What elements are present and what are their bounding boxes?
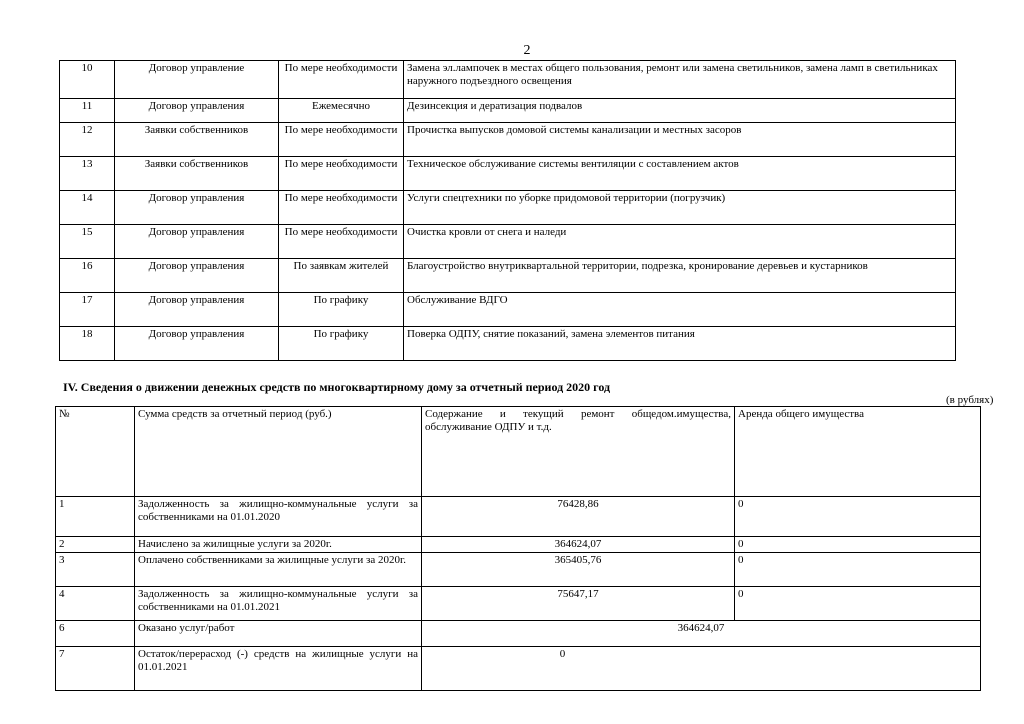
table-row: [60, 157, 956, 191]
row-basis: Договор управление: [115, 61, 279, 99]
table-row: [56, 647, 981, 691]
table-row: [60, 123, 956, 157]
row-description: Техническое обслуживание системы вентиляции с составлением актов: [404, 157, 956, 191]
table-row: [60, 225, 956, 259]
row-maintenance-value: 365405,76: [422, 553, 735, 587]
row-number: 11: [60, 99, 115, 123]
row-lease-value: 0: [735, 537, 981, 553]
row-name: Задолженность за жилищно-коммунальные услуги за собственниками на 01.01.2021: [135, 587, 422, 621]
table-row: [60, 191, 956, 225]
table-row: [60, 327, 956, 361]
row-number: 16: [60, 259, 115, 293]
row-description: Поверка ОДПУ, снятие показаний, замена элементов питания: [404, 327, 956, 361]
table-header-row: [56, 407, 981, 497]
row-description: Благоустройство внутриквартальной территории, подрезка, кронирование деревьев и кустарников: [404, 259, 956, 293]
row-frequency: По мере необходимости: [279, 191, 404, 225]
table-row: [56, 621, 981, 647]
row-basis: Договор управления: [115, 225, 279, 259]
row-lease-value: 0: [735, 553, 981, 587]
header-number: №: [56, 407, 135, 497]
row-frequency: По заявкам жителей: [279, 259, 404, 293]
row-maintenance-value: 364624,07: [422, 537, 735, 553]
table-row: [60, 293, 956, 327]
row-frequency: По графику: [279, 293, 404, 327]
row-basis: Заявки собственников: [115, 157, 279, 191]
unit-note: (в рублях): [946, 394, 994, 406]
row-number: 13: [60, 157, 115, 191]
row-description: Очистка кровли от снега и наледи: [404, 225, 956, 259]
row-number: 17: [60, 293, 115, 327]
row-description: Замена эл.лампочек в местах общего пользования, ремонт или замена светильников, замена ламп в светильниках наружного подъездного освещения: [404, 61, 956, 99]
header-sum: Сумма средств за отчетный период (руб.): [135, 407, 422, 497]
table-row: [56, 497, 981, 537]
row-basis: Договор управления: [115, 191, 279, 225]
row-number: 4: [56, 587, 135, 621]
row-number: 6: [56, 621, 135, 647]
row-number: 10: [60, 61, 115, 99]
row-frequency: По графику: [279, 327, 404, 361]
header-lease: Аренда общего имущества: [735, 407, 981, 497]
row-number: 18: [60, 327, 115, 361]
row-frequency: По мере необходимости: [279, 61, 404, 99]
row-number: 12: [60, 123, 115, 157]
row-basis: Договор управления: [115, 99, 279, 123]
row-lease-value: 0: [735, 497, 981, 537]
page-number: 2: [523, 43, 531, 58]
row-description: Обслуживание ВДГО: [404, 293, 956, 327]
row-number: 2: [56, 537, 135, 553]
row-number: 1: [56, 497, 135, 537]
table-row: [56, 537, 981, 553]
row-description: Прочистка выпусков домовой системы канализации и местных засоров: [404, 123, 956, 157]
table-row: [60, 99, 956, 123]
works-table: [59, 60, 956, 361]
row-maintenance-value: 75647,17: [422, 587, 735, 621]
row-basis: Заявки собственников: [115, 123, 279, 157]
row-merged-value: 0: [422, 647, 981, 691]
row-name: Оказано услуг/работ: [135, 621, 422, 647]
row-description: Дезинсекция и дератизация подвалов: [404, 99, 956, 123]
section-title: IV. Сведения о движении денежных средств по многоквартирному дому за отчетный период 2020 год: [63, 380, 611, 394]
row-frequency: По мере необходимости: [279, 123, 404, 157]
row-basis: Договор управления: [115, 259, 279, 293]
table-row: [60, 259, 956, 293]
row-frequency: Ежемесячно: [279, 99, 404, 123]
row-name: Оплачено собственниками за жилищные услуги за 2020г.: [135, 553, 422, 587]
funds-table: [55, 406, 981, 691]
row-number: 3: [56, 553, 135, 587]
row-number: 15: [60, 225, 115, 259]
row-basis: Договор управления: [115, 293, 279, 327]
row-basis: Договор управления: [115, 327, 279, 361]
row-frequency: По мере необходимости: [279, 157, 404, 191]
row-number: 14: [60, 191, 115, 225]
row-number: 7: [56, 647, 135, 691]
row-frequency: По мере необходимости: [279, 225, 404, 259]
row-lease-value: 0: [735, 587, 981, 621]
table-row: [56, 587, 981, 621]
row-maintenance-value: 76428,86: [422, 497, 735, 537]
row-name: Начислено за жилищные услуги за 2020г.: [135, 537, 422, 553]
row-description: Услуги спецтехники по уборке придомовой территории (погрузчик): [404, 191, 956, 225]
row-merged-value: 364624,07: [422, 621, 981, 647]
table-row: [60, 61, 956, 99]
row-name: Остаток/перерасход (-) средств на жилищные услуги на 01.01.2021: [135, 647, 422, 691]
header-maintenance: Содержание и текущий ремонт общедом.имущества, обслуживание ОДПУ и т.д.: [422, 407, 735, 497]
table-row: [56, 553, 981, 587]
row-name: Задолженность за жилищно-коммунальные услуги за собственниками на 01.01.2020: [135, 497, 422, 537]
